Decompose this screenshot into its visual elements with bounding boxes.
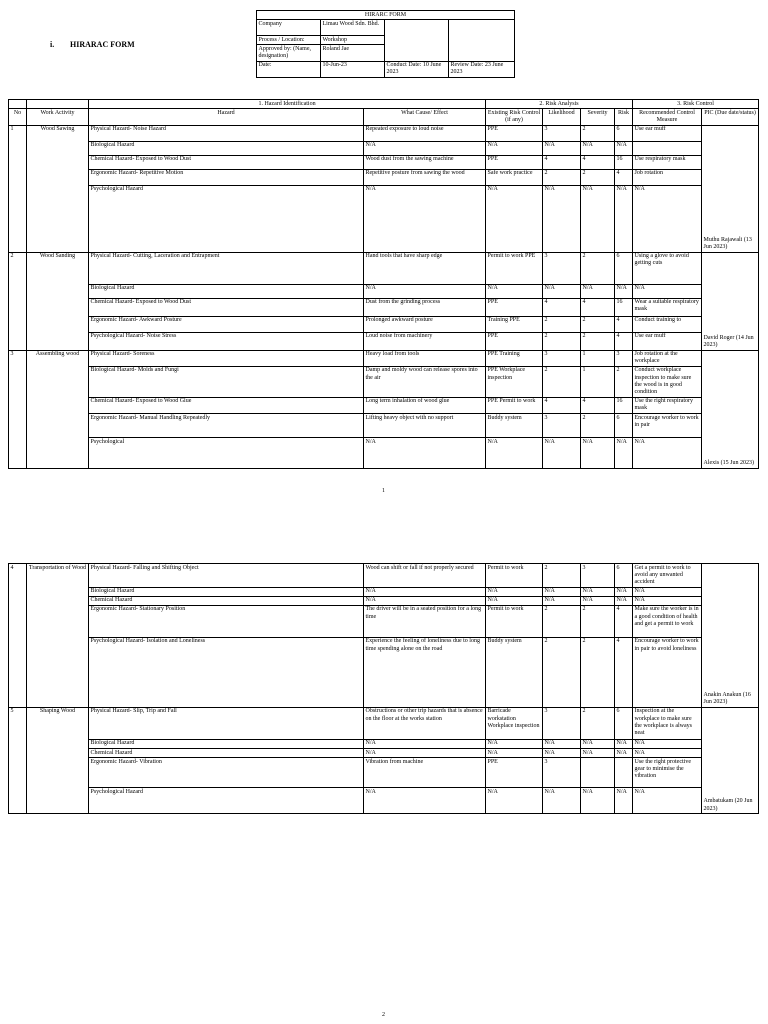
table-row: [9, 141, 759, 155]
recommended-measure-cell: N/A: [633, 739, 702, 748]
severity-cell: 4: [581, 397, 615, 413]
col-recommended-measure: Recommended Control Measure: [633, 109, 702, 125]
table-row: [9, 397, 759, 413]
table-row: [9, 366, 759, 397]
activity-number: 5: [9, 707, 27, 813]
existing-control-cell: Training PPE: [486, 316, 543, 332]
severity-cell: 4: [581, 298, 615, 316]
cause-effect-cell: N/A: [364, 596, 486, 605]
cause-effect-cell: N/A: [364, 284, 486, 298]
likelihood-cell: 4: [543, 397, 581, 413]
work-activity: Assembling wood: [27, 350, 89, 469]
form-numeral: i.: [50, 40, 55, 49]
pic-name: Ambatukam (20 Jun 2023): [703, 798, 753, 812]
col-no: No: [9, 109, 27, 125]
cause-effect-cell: Prolonged awkward posture: [364, 316, 486, 332]
severity-cell: N/A: [581, 596, 615, 605]
group-risk-control: 3. Risk Control: [633, 100, 759, 109]
recommended-measure-cell: Get a permit to work to avoid any unwanted accident: [633, 564, 702, 588]
pic-name: Muthu Rajawali (13 Jun 2023): [703, 236, 752, 250]
severity-cell: 2: [581, 169, 615, 185]
hazard-cell: Chemical Hazard- Exposed to Wood Dust: [89, 298, 364, 316]
col-likelihood: Likelihood: [543, 109, 581, 125]
risk-cell: N/A: [615, 284, 633, 298]
existing-control-cell: PPE Permit to work: [486, 397, 543, 413]
risk-cell: 16: [615, 298, 633, 316]
recommended-measure-cell: Conduct training to: [633, 316, 702, 332]
severity-cell: N/A: [581, 739, 615, 748]
approved-value: Roland Jae: [321, 45, 385, 61]
table-row: [9, 605, 759, 637]
existing-control-cell: Permit to work: [486, 605, 543, 637]
table-row: [9, 414, 759, 438]
recommended-measure-cell: Use ear muff: [633, 332, 702, 350]
pic-cell: [702, 252, 759, 350]
cause-effect-cell: N/A: [364, 739, 486, 748]
recommended-measure-cell: Use the right respiratory mask: [633, 397, 702, 413]
approved-label: Approved by: (Name, designation): [257, 45, 321, 61]
table-row: [9, 284, 759, 298]
process-value: Workshop: [321, 36, 385, 45]
recommended-measure-cell: N/A: [633, 788, 702, 814]
recommended-measure-cell: Using a glove to avoid getting cuts: [633, 252, 702, 284]
existing-control-cell: Permit to work: [486, 564, 543, 588]
info-header: HIRARC FORM: [257, 11, 515, 20]
severity-cell: N/A: [581, 284, 615, 298]
info-blank: [385, 20, 449, 62]
hazard-cell: Psychological Hazard: [89, 788, 364, 814]
recommended-measure-cell: Use the right protective gear to minimise the vibration: [633, 758, 702, 788]
col-cause-effect: What Cause/ Effect: [364, 109, 486, 125]
existing-control-cell: N/A: [486, 284, 543, 298]
recommended-measure-cell: Make sure the worker is in a good condition of health and get a permit to work: [633, 605, 702, 637]
likelihood-cell: 3: [543, 707, 581, 739]
risk-cell: 3: [615, 350, 633, 366]
group-risk-analysis: 2. Risk Analysis: [486, 100, 633, 109]
page-number-1: 1: [382, 488, 385, 494]
table-row: [9, 169, 759, 185]
risk-cell: N/A: [615, 185, 633, 252]
recommended-measure-cell: [633, 141, 702, 155]
existing-control-cell: Safe work practice: [486, 169, 543, 185]
form-title: [50, 40, 135, 50]
hazard-cell: Psychological Hazard- Isolation and Loneliness: [89, 637, 364, 707]
likelihood-cell: N/A: [543, 749, 581, 758]
col-severity: Severity: [581, 109, 615, 125]
cause-effect-cell: Vibration from machine: [364, 758, 486, 788]
hazard-cell: Biological Hazard: [89, 141, 364, 155]
table-row: [9, 155, 759, 169]
likelihood-cell: N/A: [543, 788, 581, 814]
cause-effect-cell: Loud noise from machinery: [364, 332, 486, 350]
likelihood-cell: 2: [543, 637, 581, 707]
cause-effect-cell: Hand tools that have sharp edge: [364, 252, 486, 284]
likelihood-cell: N/A: [543, 587, 581, 596]
risk-cell: 4: [615, 316, 633, 332]
table-row: [9, 564, 759, 588]
col-work-activity: Work Activity: [27, 109, 89, 125]
table-row: [9, 350, 759, 366]
cause-effect-cell: N/A: [364, 749, 486, 758]
existing-control-cell: N/A: [486, 438, 543, 469]
recommended-measure-cell: N/A: [633, 185, 702, 252]
recommended-measure-cell: N/A: [633, 587, 702, 596]
severity-cell: 2: [581, 414, 615, 438]
cause-effect-cell: Dust from the grinding process: [364, 298, 486, 316]
risk-cell: N/A: [615, 788, 633, 814]
severity-cell: 2: [581, 605, 615, 637]
recommended-measure-cell: Wear a suitable respiratory mask: [633, 298, 702, 316]
cause-effect-cell: Lifting heavy object with no support: [364, 414, 486, 438]
activity-number: 2: [9, 252, 27, 350]
header-blank: [9, 100, 27, 109]
cause-effect-cell: Wood can shift or fall if not properly secured: [364, 564, 486, 588]
cause-effect-cell: Repeated exposure to loud noise: [364, 125, 486, 141]
risk-cell: 4: [615, 637, 633, 707]
risk-cell: 6: [615, 707, 633, 739]
likelihood-cell: N/A: [543, 141, 581, 155]
page-number-2: 2: [382, 1012, 385, 1018]
form-title-text: HIRARAC FORM: [70, 40, 135, 49]
likelihood-cell: 3: [543, 350, 581, 366]
date-label: Date:: [257, 61, 321, 77]
table-row: [9, 596, 759, 605]
risk-cell: 6: [615, 564, 633, 588]
severity-cell: [581, 758, 615, 788]
likelihood-cell: 3: [543, 252, 581, 284]
likelihood-cell: N/A: [543, 284, 581, 298]
risk-cell: N/A: [615, 587, 633, 596]
hazard-cell: Ergonomic Hazard- Awkward Posture: [89, 316, 364, 332]
likelihood-cell: 3: [543, 414, 581, 438]
cause-effect-cell: Wood dust from the sawing machine: [364, 155, 486, 169]
table-row: [9, 758, 759, 788]
hazard-cell: Ergonomic Hazard- Vibration: [89, 758, 364, 788]
activity-number: 1: [9, 125, 27, 252]
severity-cell: 2: [581, 316, 615, 332]
existing-control-cell: Buddy system: [486, 637, 543, 707]
hazard-cell: Ergonomic Hazard- Manual Handling Repeatedly: [89, 414, 364, 438]
table-row: [9, 637, 759, 707]
cause-effect-cell: N/A: [364, 185, 486, 252]
table-row: [9, 587, 759, 596]
existing-control-cell: Barricade workstation Workplace inspection: [486, 707, 543, 739]
severity-cell: 2: [581, 707, 615, 739]
hazard-cell: Biological Hazard: [89, 587, 364, 596]
severity-cell: N/A: [581, 185, 615, 252]
risk-cell: [615, 758, 633, 788]
pic-cell: [702, 125, 759, 252]
table-row: [9, 739, 759, 748]
cause-effect-cell: Obstructions or other trip hazards that is absence on the floor at the works station: [364, 707, 486, 739]
risk-cell: N/A: [615, 438, 633, 469]
severity-cell: 2: [581, 252, 615, 284]
pic-cell: [702, 707, 759, 813]
recommended-measure-cell: Job rotation at the workplace: [633, 350, 702, 366]
severity-cell: 2: [581, 332, 615, 350]
existing-control-cell: N/A: [486, 185, 543, 252]
recommended-measure-cell: Encourage worker to work in pair: [633, 414, 702, 438]
recommended-measure-cell: N/A: [633, 438, 702, 469]
likelihood-cell: 2: [543, 316, 581, 332]
severity-cell: N/A: [581, 788, 615, 814]
severity-cell: N/A: [581, 587, 615, 596]
severity-cell: 1: [581, 366, 615, 397]
pic-cell: [702, 350, 759, 469]
activity-number: 3: [9, 350, 27, 469]
risk-cell: 16: [615, 155, 633, 169]
hirarc-table-page1: [8, 99, 759, 469]
recommended-measure-cell: N/A: [633, 284, 702, 298]
likelihood-cell: 2: [543, 169, 581, 185]
risk-cell: 2: [615, 366, 633, 397]
existing-control-cell: Buddy system: [486, 414, 543, 438]
recommended-measure-cell: Inspection at the workplace to make sure the workplace is always neat: [633, 707, 702, 739]
likelihood-cell: 2: [543, 564, 581, 588]
hazard-cell: Psychological: [89, 438, 364, 469]
col-hazard: Hazard: [89, 109, 364, 125]
table-row: [9, 749, 759, 758]
hazard-cell: Physical Hazard- Falling and Shifting Object: [89, 564, 364, 588]
table-row: [9, 316, 759, 332]
existing-control-cell: N/A: [486, 749, 543, 758]
recommended-measure-cell: Use respiratory mask: [633, 155, 702, 169]
info-table: [256, 10, 515, 78]
risk-cell: 6: [615, 125, 633, 141]
risk-cell: 6: [615, 414, 633, 438]
severity-cell: 3: [581, 564, 615, 588]
col-risk: Risk: [615, 109, 633, 125]
pic-name: David Roger (14 Jun 2023): [703, 334, 754, 348]
work-activity: Wood Sawing: [27, 125, 89, 252]
hazard-cell: Physical Hazard- Noise Hazard: [89, 125, 364, 141]
existing-control-cell: N/A: [486, 596, 543, 605]
severity-cell: 4: [581, 155, 615, 169]
company-label: Company: [257, 20, 321, 36]
hazard-cell: Chemical Hazard- Exposed to Wood Glue: [89, 397, 364, 413]
existing-control-cell: Permit to work PPE: [486, 252, 543, 284]
recommended-measure-cell: Use ear muff: [633, 125, 702, 141]
table-row: [9, 252, 759, 284]
existing-control-cell: N/A: [486, 739, 543, 748]
col-existing-control: Existing Risk Control (if any): [486, 109, 543, 125]
risk-cell: N/A: [615, 141, 633, 155]
table-row: [9, 125, 759, 141]
cause-effect-cell: N/A: [364, 587, 486, 596]
table-row: [9, 707, 759, 739]
existing-control-cell: PPE: [486, 298, 543, 316]
hirarc-table-page2: [8, 563, 759, 814]
table-row: [9, 332, 759, 350]
existing-control-cell: N/A: [486, 587, 543, 596]
cause-effect-cell: N/A: [364, 438, 486, 469]
conduct-date: Conduct Date: 10 June 2023: [385, 61, 449, 77]
review-date: Review Date: 23 June 2023: [449, 61, 515, 77]
existing-control-cell: PPE Workplace inspection: [486, 366, 543, 397]
recommended-measure-cell: Job rotation: [633, 169, 702, 185]
likelihood-cell: N/A: [543, 596, 581, 605]
risk-cell: 6: [615, 252, 633, 284]
table-row: [9, 438, 759, 469]
risk-cell: N/A: [615, 749, 633, 758]
hazard-cell: Chemical Hazard: [89, 596, 364, 605]
existing-control-cell: PPE Training: [486, 350, 543, 366]
cause-effect-cell: The driver will be in a seated position for a long time: [364, 605, 486, 637]
hazard-cell: Biological Hazard- Molds and Fungi: [89, 366, 364, 397]
risk-cell: N/A: [615, 739, 633, 748]
company-value: Limau Wood Sdn. Bhd.: [321, 20, 385, 36]
severity-cell: N/A: [581, 141, 615, 155]
hazard-cell: Physical Hazard- Cutting, Laceration and Entrapment: [89, 252, 364, 284]
severity-cell: N/A: [581, 749, 615, 758]
date-value: 10-Jun-23: [321, 61, 385, 77]
likelihood-cell: 3: [543, 125, 581, 141]
likelihood-cell: N/A: [543, 739, 581, 748]
risk-cell: 4: [615, 605, 633, 637]
cause-effect-cell: Damp and moldy wood can release spores into the air: [364, 366, 486, 397]
recommended-measure-cell: Conduct workplace inspection to make sure the wood is in good condition: [633, 366, 702, 397]
group-hazard-identification: 1. Hazard Identification: [89, 100, 486, 109]
existing-control-cell: PPE: [486, 125, 543, 141]
likelihood-cell: 2: [543, 366, 581, 397]
hazard-cell: Physical Hazard- Slip, Trip and Fall: [89, 707, 364, 739]
table-row: [9, 298, 759, 316]
cause-effect-cell: Heavy load from tools: [364, 350, 486, 366]
work-activity: Wood Sanding: [27, 252, 89, 350]
col-pic: PIC (Due date/status): [702, 109, 759, 125]
hazard-cell: Psychological Hazard: [89, 185, 364, 252]
hazard-cell: Ergonomic Hazard- Repetitive Motion: [89, 169, 364, 185]
risk-cell: 4: [615, 169, 633, 185]
cause-effect-cell: N/A: [364, 788, 486, 814]
risk-cell: 4: [615, 332, 633, 350]
pic-name: Anakin Anakun (16 Jun 2023): [703, 692, 751, 706]
recommended-measure-cell: Encourage worker to work in pair to avoid loneliness: [633, 637, 702, 707]
likelihood-cell: N/A: [543, 185, 581, 252]
table-row: [9, 788, 759, 814]
cause-effect-cell: Experience the feeling of loneliness due to long time spending alone on the road: [364, 637, 486, 707]
existing-control-cell: N/A: [486, 141, 543, 155]
activity-number: 4: [9, 564, 27, 708]
hazard-cell: Physical Hazard- Soreness: [89, 350, 364, 366]
existing-control-cell: PPE: [486, 332, 543, 350]
pic-cell: [702, 564, 759, 708]
hazard-cell: Ergonomic Hazard- Stationary Position: [89, 605, 364, 637]
recommended-measure-cell: N/A: [633, 596, 702, 605]
existing-control-cell: PPE: [486, 758, 543, 788]
work-activity: Shaping Wood: [27, 707, 89, 813]
likelihood-cell: 2: [543, 605, 581, 637]
likelihood-cell: N/A: [543, 438, 581, 469]
severity-cell: 1: [581, 350, 615, 366]
hazard-cell: Psychological Hazard- Noise Stress: [89, 332, 364, 350]
hazard-cell: Chemical Hazard- Exposed to Wood Dust: [89, 155, 364, 169]
hazard-cell: Chemical Hazard: [89, 749, 364, 758]
likelihood-cell: 4: [543, 298, 581, 316]
severity-cell: 2: [581, 637, 615, 707]
header-blank: [27, 100, 89, 109]
hazard-cell: Biological Hazard: [89, 739, 364, 748]
cause-effect-cell: N/A: [364, 141, 486, 155]
existing-control-cell: PPE: [486, 155, 543, 169]
hazard-cell: Biological Hazard: [89, 284, 364, 298]
existing-control-cell: N/A: [486, 788, 543, 814]
severity-cell: N/A: [581, 438, 615, 469]
likelihood-cell: 2: [543, 332, 581, 350]
severity-cell: 2: [581, 125, 615, 141]
recommended-measure-cell: N/A: [633, 749, 702, 758]
work-activity: Transportation of Wood: [27, 564, 89, 708]
risk-cell: N/A: [615, 596, 633, 605]
pic-name: Alexis (15 Jun 2023): [703, 460, 755, 467]
process-label: Process / Location:: [257, 36, 321, 45]
table-row: [9, 185, 759, 252]
likelihood-cell: 3: [543, 758, 581, 788]
cause-effect-cell: Long term inhalation of wood glue: [364, 397, 486, 413]
info-blank: [449, 20, 515, 62]
cause-effect-cell: Repetitive posture from sawing the wood: [364, 169, 486, 185]
risk-cell: 16: [615, 397, 633, 413]
likelihood-cell: 4: [543, 155, 581, 169]
